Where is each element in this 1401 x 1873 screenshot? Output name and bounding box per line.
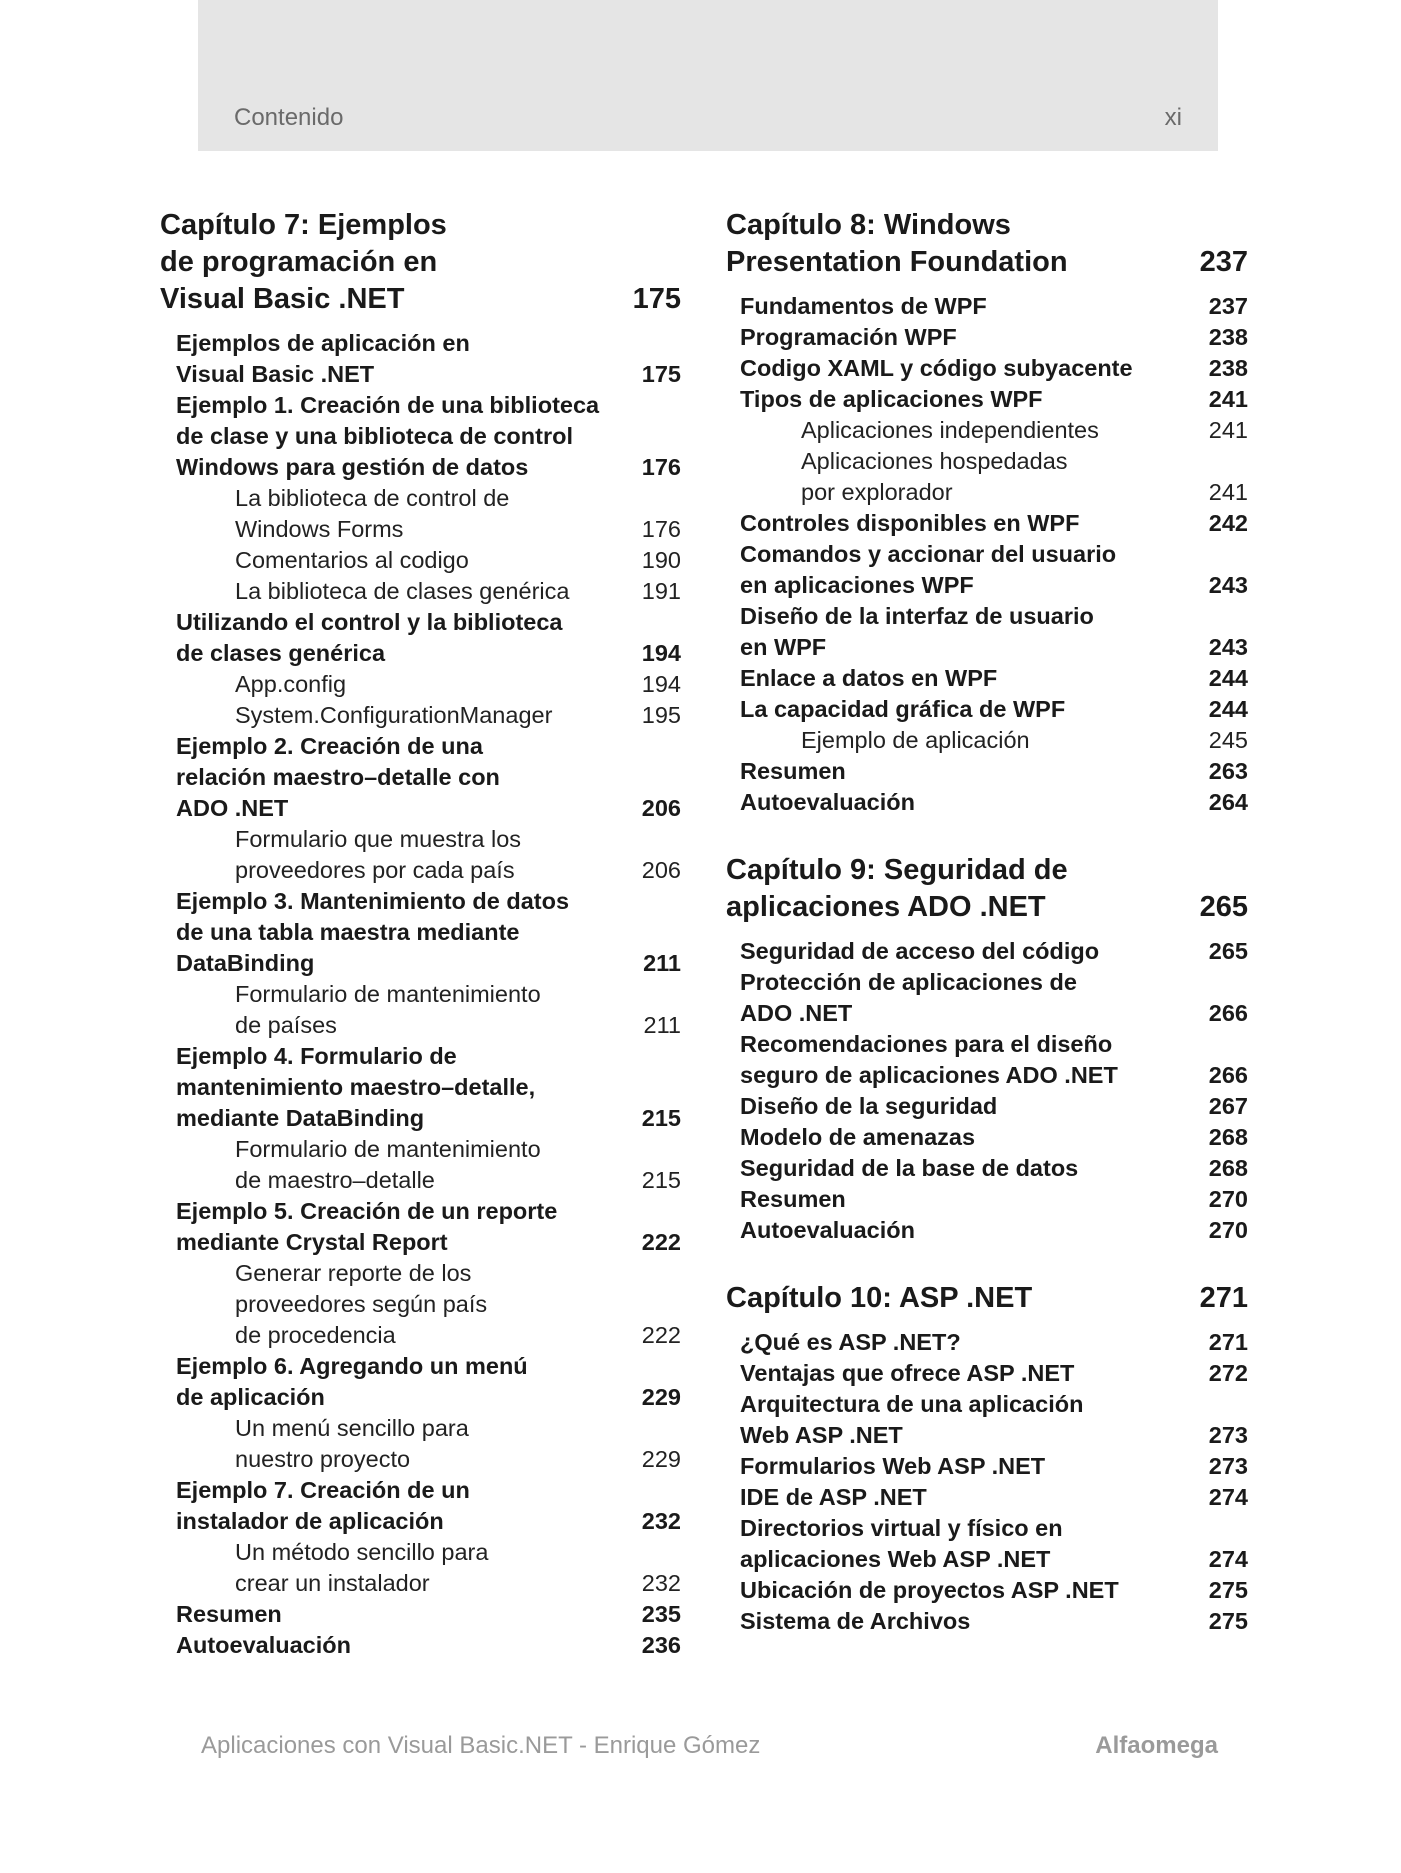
toc-entry	[726, 1389, 1248, 1451]
toc-entry-title	[235, 1537, 681, 1599]
toc-entry-page-number: 266	[1208, 1062, 1248, 1088]
toc-entry-list	[160, 328, 681, 1661]
toc-entry	[726, 353, 1248, 384]
toc-entry-page-number: 264	[1208, 789, 1248, 815]
toc-entry	[726, 1215, 1248, 1246]
chapter-page-number: 175	[632, 283, 681, 315]
toc-entry-line: de clases genérica	[176, 640, 386, 666]
toc-entry-line: Windows para gestión de datos	[176, 454, 529, 480]
toc-entry-line: instalador de aplicación	[176, 1508, 444, 1534]
toc-entry-line: Autoevaluación	[740, 789, 915, 815]
toc-entry-title	[740, 322, 1248, 353]
toc-entry-title	[176, 1196, 681, 1258]
toc-entry-page-number: 215	[641, 1105, 681, 1131]
toc-entry-title	[740, 1184, 1248, 1215]
toc-entry-line: Utilizando el control y la biblioteca	[176, 609, 563, 635]
toc-entry-page-number: 235	[641, 1601, 681, 1627]
footer-book-title: Aplicaciones con Visual Basic.NET - Enrique Gómez	[201, 1732, 761, 1759]
toc-entry-line: Fundamentos de WPF	[740, 293, 987, 319]
toc-entry-title	[740, 1513, 1248, 1575]
toc-entry-title	[176, 1630, 681, 1661]
toc-entry-list	[726, 291, 1248, 818]
toc-entry-page-number: 244	[1208, 665, 1248, 691]
toc-entry-title	[235, 483, 681, 545]
toc-subentry	[160, 979, 681, 1041]
toc-entry	[160, 1630, 681, 1661]
toc-entry-page-number: 229	[641, 1384, 681, 1410]
toc-entry-page-number: 271	[1208, 1329, 1248, 1355]
toc-entry	[726, 1482, 1248, 1513]
toc-entry-line: System.ConfigurationManager	[235, 702, 553, 728]
chapter-title	[726, 1280, 1248, 1317]
toc-entry-line: IDE de ASP .NET	[740, 1484, 927, 1510]
toc-entry-line: La biblioteca de control de	[235, 485, 510, 511]
toc-entry-title	[235, 669, 681, 700]
toc-entry-line: Formulario que muestra los	[235, 826, 522, 852]
toc-entry-page-number: 266	[1208, 1000, 1248, 1026]
toc-entry-title	[740, 601, 1248, 663]
toc-entry	[160, 390, 681, 483]
toc-entry-line: Generar reporte de los	[235, 1260, 472, 1286]
toc-entry	[726, 694, 1248, 725]
toc-entry	[726, 1513, 1248, 1575]
toc-entry-title	[740, 1153, 1248, 1184]
chapter-title	[726, 207, 1248, 281]
toc-entry-title	[740, 1358, 1248, 1389]
toc-entry	[726, 1327, 1248, 1358]
toc-entry-page-number: 245	[1208, 727, 1248, 753]
toc-entry-line: en aplicaciones WPF	[740, 572, 974, 598]
toc-subentry	[160, 1537, 681, 1599]
toc-entry-line: Ubicación de proyectos ASP .NET	[740, 1577, 1119, 1603]
chapter-title	[160, 207, 681, 318]
toc-entry	[726, 967, 1248, 1029]
toc-entry-line: mediante DataBinding	[176, 1105, 425, 1131]
toc-entry-line: Autoevaluación	[176, 1632, 351, 1658]
toc-entry	[160, 607, 681, 669]
toc-entry-line: Comandos y accionar del usuario	[740, 541, 1117, 567]
toc-entry-title	[740, 1327, 1248, 1358]
toc-entry	[726, 384, 1248, 415]
toc-entry	[726, 1122, 1248, 1153]
toc-entry-page-number: 275	[1208, 1608, 1248, 1634]
toc-entry-line: ¿Qué es ASP .NET?	[740, 1329, 961, 1355]
toc-entry-title	[740, 967, 1248, 1029]
toc-entry-title	[740, 663, 1248, 694]
toc-entry-page-number: 241	[1208, 386, 1248, 412]
toc-entry	[726, 1358, 1248, 1389]
chapter-page-number: 271	[1199, 1282, 1248, 1314]
chapter-title-line: Capítulo 10: ASP .NET	[726, 1282, 1033, 1314]
toc-entry-page-number: 222	[641, 1322, 681, 1348]
toc-entry	[160, 1475, 681, 1537]
toc-entry-line: Diseño de la seguridad	[740, 1093, 998, 1119]
toc-entry-title	[740, 1575, 1248, 1606]
toc-chapter	[160, 207, 681, 1661]
toc-entry-page-number: 229	[641, 1446, 681, 1472]
toc-entry-line: Ejemplos de aplicación en	[176, 330, 470, 356]
toc-entry-page-number: 267	[1208, 1093, 1248, 1119]
toc-entry-title	[176, 1599, 681, 1630]
toc-entry-line: de maestro–detalle	[235, 1167, 435, 1193]
toc-entry-page-number: 270	[1208, 1217, 1248, 1243]
toc-entry-page-number: 236	[641, 1632, 681, 1658]
toc-entry-page-number: 268	[1208, 1124, 1248, 1150]
toc-entry-line: La capacidad gráfica de WPF	[740, 696, 1066, 722]
toc-entry-line: Ejemplo 7. Creación de un	[176, 1477, 470, 1503]
toc-entry	[726, 539, 1248, 601]
toc-entry-line: Autoevaluación	[740, 1217, 915, 1243]
toc-entry-title	[740, 694, 1248, 725]
toc-entry-line: Formularios Web ASP .NET	[740, 1453, 1046, 1479]
toc-entry-line: Recomendaciones para el diseño	[740, 1031, 1113, 1057]
toc-subentry	[726, 725, 1248, 756]
toc-entry-title	[235, 545, 681, 576]
toc-entry	[726, 1606, 1248, 1637]
toc-entry-line: Programación WPF	[740, 324, 957, 350]
toc-entry-title	[235, 1413, 681, 1475]
toc-entry-page-number: 243	[1208, 634, 1248, 660]
toc-subentry	[160, 1258, 681, 1351]
toc-entry-title	[176, 1041, 681, 1134]
toc-entry-line: Ejemplo 4. Formulario de	[176, 1043, 457, 1069]
toc-subentry	[160, 483, 681, 545]
toc-entry-title	[176, 390, 681, 483]
toc-chapter	[726, 207, 1248, 818]
toc-left-column	[160, 207, 681, 1661]
toc-entry-line: Tipos de aplicaciones WPF	[740, 386, 1043, 412]
toc-entry-line: ADO .NET	[740, 1000, 853, 1026]
toc-entry-title	[801, 446, 1248, 508]
toc-entry-line: Un método sencillo para	[235, 1539, 489, 1565]
toc-entry	[726, 1451, 1248, 1482]
toc-entry-line: Seguridad de la base de datos	[740, 1155, 1079, 1181]
toc-entry-page-number: 190	[641, 547, 681, 573]
toc-entry	[160, 1196, 681, 1258]
toc-entry-page-number: 211	[643, 1012, 681, 1038]
toc-entry-page-number: 274	[1208, 1484, 1248, 1510]
toc-entry-line: en WPF	[740, 634, 827, 660]
toc-entry-line: Ejemplo 6. Agregando un menú	[176, 1353, 528, 1379]
toc-entry-line: proveedores según país	[235, 1291, 488, 1317]
toc-entry-page-number: 274	[1208, 1546, 1248, 1572]
toc-entry-line: Aplicaciones independientes	[801, 417, 1099, 443]
toc-entry-line: seguro de aplicaciones ADO .NET	[740, 1062, 1118, 1088]
toc-entry-page-number: 270	[1208, 1186, 1248, 1212]
chapter-title-line: Capítulo 9: Seguridad de	[726, 854, 1068, 886]
toc-entry-page-number: 206	[641, 857, 681, 883]
toc-entry	[726, 1184, 1248, 1215]
toc-entry-title	[235, 1258, 681, 1351]
chapter-title-line: Capítulo 7: Ejemplos	[160, 209, 447, 241]
toc-entry-line: Resumen	[740, 758, 846, 784]
toc-subentry	[160, 545, 681, 576]
toc-entry-line: DataBinding	[176, 950, 315, 976]
toc-entry-page-number: 176	[641, 516, 681, 542]
toc-entry-title	[740, 291, 1248, 322]
toc-subentry	[726, 415, 1248, 446]
toc-entry-page-number: 175	[641, 361, 681, 387]
toc-entry-title	[235, 1134, 681, 1196]
toc-entry-line: App.config	[235, 671, 347, 697]
toc-entry	[726, 663, 1248, 694]
toc-entry-line: Visual Basic .NET	[176, 361, 375, 387]
toc-chapter	[726, 1280, 1248, 1637]
footer-publisher: Alfaomega	[1095, 1732, 1218, 1759]
toc-entry	[726, 936, 1248, 967]
toc-entry-page-number: 243	[1208, 572, 1248, 598]
toc-entry-title	[740, 1122, 1248, 1153]
toc-entry-line: La biblioteca de clases genérica	[235, 578, 570, 604]
toc-right-column	[726, 207, 1248, 1637]
chapter-title-line: Visual Basic .NET	[160, 283, 405, 315]
toc-entry	[726, 756, 1248, 787]
toc-entry-line: Comentarios al codigo	[235, 547, 469, 573]
toc-subentry	[160, 1413, 681, 1475]
chapter-title-text	[160, 207, 681, 318]
toc-entry-line: Codigo XAML y código subyacente	[740, 355, 1133, 381]
toc-entry-page-number: 191	[641, 578, 681, 604]
toc-entry-line: aplicaciones Web ASP .NET	[740, 1546, 1051, 1572]
toc-entry-title	[235, 576, 681, 607]
toc-entry-page-number: 241	[1208, 479, 1248, 505]
toc-subentry	[726, 446, 1248, 508]
toc-entry-line: mantenimiento maestro–detalle,	[176, 1074, 536, 1100]
toc-entry	[160, 1351, 681, 1413]
toc-entry	[726, 1575, 1248, 1606]
chapter-page-number: 237	[1199, 246, 1248, 278]
chapter-title-text	[726, 207, 1248, 281]
toc-entry-line: Modelo de amenazas	[740, 1124, 976, 1150]
toc-entry-title	[740, 1029, 1248, 1091]
toc-entry	[726, 787, 1248, 818]
toc-entry-page-number: 241	[1208, 417, 1248, 443]
toc-entry-line: mediante Crystal Report	[176, 1229, 448, 1255]
toc-entry-page-number: 237	[1208, 293, 1248, 319]
toc-entry-title	[740, 936, 1248, 967]
toc-entry-title	[176, 886, 681, 979]
toc-entry-title	[176, 607, 681, 669]
toc-subentry	[160, 824, 681, 886]
toc-entry-title	[740, 508, 1248, 539]
toc-entry	[160, 1599, 681, 1630]
toc-entry-title	[740, 787, 1248, 818]
toc-chapter	[726, 852, 1248, 1246]
toc-entry-line: Directorios virtual y físico en	[740, 1515, 1063, 1541]
toc-entry-line: Web ASP .NET	[740, 1422, 903, 1448]
toc-subentry	[160, 576, 681, 607]
toc-entry-page-number: 273	[1208, 1422, 1248, 1448]
toc-entry-page-number: 195	[641, 702, 681, 728]
toc-entry-title	[740, 384, 1248, 415]
header-page-number: xi	[1164, 104, 1182, 131]
chapter-title-line: Capítulo 8: Windows	[726, 209, 1011, 241]
toc-subentry	[160, 669, 681, 700]
toc-entry-title	[176, 1351, 681, 1413]
toc-entry-line: Ejemplo 3. Mantenimiento de datos	[176, 888, 570, 914]
running-header	[198, 0, 1218, 151]
toc-subentry	[160, 1134, 681, 1196]
toc-entry-title	[740, 539, 1248, 601]
toc-entry-line: de aplicación	[176, 1384, 325, 1410]
toc-entry-line: Resumen	[740, 1186, 846, 1212]
chapter-title-text	[726, 852, 1248, 926]
toc-entry-line: Enlace a datos en WPF	[740, 665, 998, 691]
chapter-title	[726, 852, 1248, 926]
toc-entry-line: Windows Forms	[235, 516, 404, 542]
toc-entry-list	[726, 1327, 1248, 1637]
chapter-title-text	[726, 1280, 1248, 1317]
toc-entry-line: relación maestro–detalle con	[176, 764, 500, 790]
toc-entry	[726, 508, 1248, 539]
toc-entry	[160, 731, 681, 824]
toc-entry-line: Un menú sencillo para	[235, 1415, 469, 1441]
toc-entry-title	[740, 1482, 1248, 1513]
toc-entry	[726, 322, 1248, 353]
toc-entry-line: Aplicaciones hospedadas	[801, 448, 1068, 474]
toc-entry-page-number: 206	[641, 795, 681, 821]
toc-entry-line: Resumen	[176, 1601, 282, 1627]
toc-entry-line: Arquitectura de una aplicación	[740, 1391, 1084, 1417]
toc-entry-page-number: 215	[641, 1167, 681, 1193]
chapter-title-line: aplicaciones ADO .NET	[726, 891, 1046, 923]
toc-entry-page-number: 238	[1208, 324, 1248, 350]
chapter-title-line: de programación en	[160, 246, 438, 278]
toc-entry-page-number: 176	[641, 454, 681, 480]
toc-entry-page-number: 194	[641, 640, 681, 666]
toc-entry-page-number: 194	[641, 671, 681, 697]
toc-entry	[160, 1041, 681, 1134]
toc-entry-line: nuestro proyecto	[235, 1446, 411, 1472]
toc-entry-line: crear un instalador	[235, 1570, 430, 1596]
toc-entry-line: Ejemplo 5. Creación de un reporte	[176, 1198, 558, 1224]
toc-entry-title	[235, 979, 681, 1041]
toc-entry-title	[740, 1389, 1248, 1451]
toc-entry-page-number: 242	[1208, 510, 1248, 536]
toc-entry-title	[740, 1091, 1248, 1122]
toc-entry-page-number: 268	[1208, 1155, 1248, 1181]
chapter-title-line: Presentation Foundation	[726, 246, 1068, 278]
toc-entry-line: Ejemplo de aplicación	[801, 727, 1030, 753]
toc-entry-page-number: 263	[1208, 758, 1248, 784]
toc-entry-title	[176, 328, 681, 390]
toc-entry-page-number: 232	[641, 1570, 681, 1596]
toc-entry-page-number: 275	[1208, 1577, 1248, 1603]
toc-entry-title	[740, 1215, 1248, 1246]
toc-entry-title	[740, 1451, 1248, 1482]
toc-entry-title	[740, 756, 1248, 787]
toc-entry-line: Diseño de la interfaz de usuario	[740, 603, 1094, 629]
toc-entry-line: de una tabla maestra mediante	[176, 919, 520, 945]
toc-entry-page-number: 272	[1208, 1360, 1248, 1386]
toc-entry-line: Ejemplo 2. Creación de una	[176, 733, 483, 759]
toc-entry-page-number: 265	[1208, 938, 1248, 964]
toc-entry	[160, 328, 681, 390]
toc-entry-line: Formulario de mantenimiento	[235, 981, 541, 1007]
toc-entry-page-number: 211	[643, 950, 681, 976]
toc-entry-line: ADO .NET	[176, 795, 289, 821]
toc-entry-page-number: 244	[1208, 696, 1248, 722]
chapter-page-number: 265	[1199, 891, 1248, 923]
toc-entry	[726, 601, 1248, 663]
toc-entry-list	[726, 936, 1248, 1246]
toc-entry-line: Sistema de Archivos	[740, 1608, 971, 1634]
toc-entry-page-number: 238	[1208, 355, 1248, 381]
toc-entry-page-number: 232	[641, 1508, 681, 1534]
toc-entry-title	[740, 353, 1248, 384]
toc-entry-page-number: 273	[1208, 1453, 1248, 1479]
toc-entry	[726, 1091, 1248, 1122]
toc-entry-title	[235, 824, 681, 886]
toc-entry-line: Formulario de mantenimiento	[235, 1136, 541, 1162]
toc-entry-line: de países	[235, 1012, 337, 1038]
toc-entry-title	[176, 1475, 681, 1537]
toc-entry-line: por explorador	[801, 479, 953, 505]
header-section-title: Contenido	[234, 104, 344, 131]
toc-entry-line: de clase y una biblioteca de control	[176, 423, 573, 449]
toc-entry-title	[801, 415, 1248, 446]
toc-entry-title	[235, 700, 681, 731]
toc-entry-line: de procedencia	[235, 1322, 396, 1348]
toc-entry-title	[740, 1606, 1248, 1637]
toc-entry-line: Controles disponibles en WPF	[740, 510, 1080, 536]
toc-entry-line: Ejemplo 1. Creación de una biblioteca	[176, 392, 600, 418]
toc-subentry	[160, 700, 681, 731]
toc-entry-line: proveedores por cada país	[235, 857, 515, 883]
toc-entry-line: Protección de aplicaciones de	[740, 969, 1077, 995]
toc-entry-line: Ventajas que ofrece ASP .NET	[740, 1360, 1075, 1386]
toc-entry	[160, 886, 681, 979]
toc-entry-title	[801, 725, 1248, 756]
toc-entry-line: Seguridad de acceso del código	[740, 938, 1100, 964]
toc-entry	[726, 291, 1248, 322]
toc-entry-page-number: 222	[641, 1229, 681, 1255]
toc-entry	[726, 1029, 1248, 1091]
toc-entry	[726, 1153, 1248, 1184]
toc-entry-title	[176, 731, 681, 824]
